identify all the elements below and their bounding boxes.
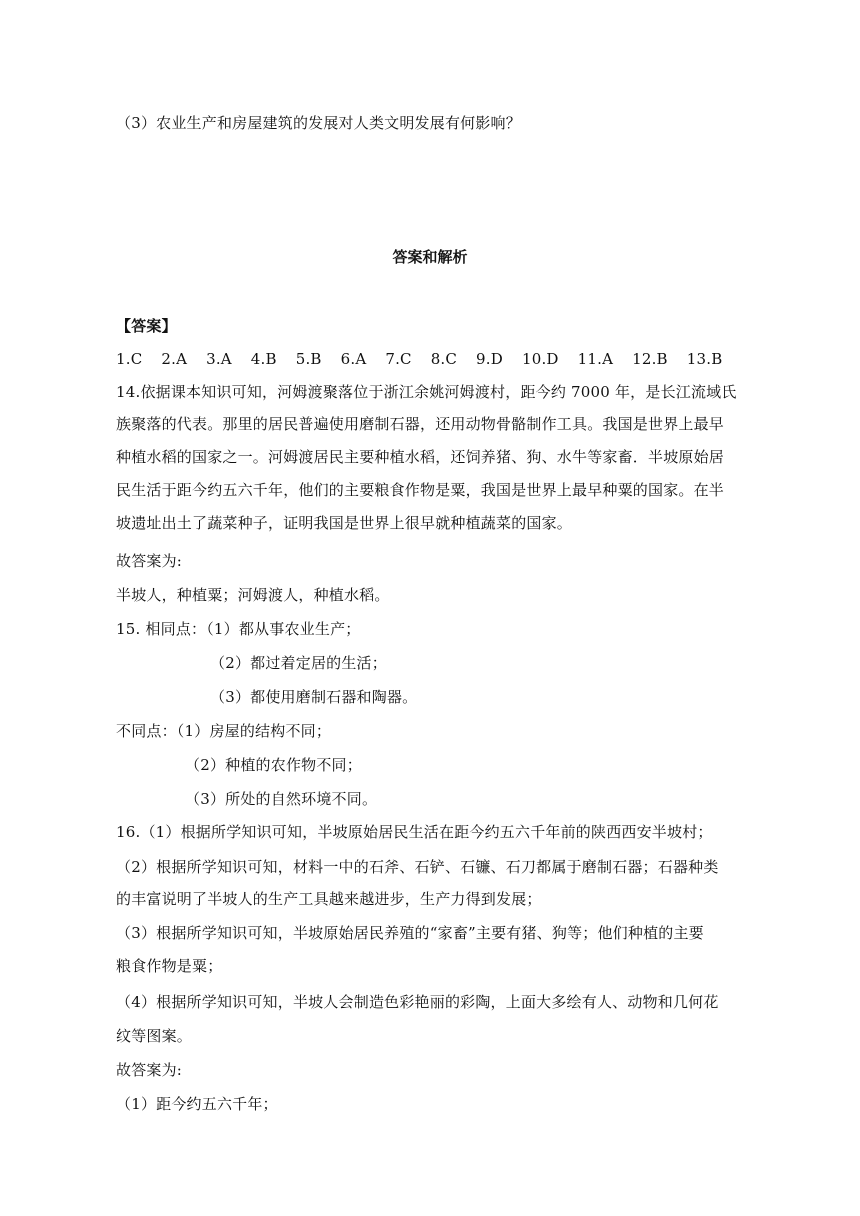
section-title: 答案和解析 — [392, 248, 468, 266]
q16-line: 的丰富说明了半坡人的生产工具越来越进步，生产力得到发展； — [116, 890, 542, 908]
q16-line: 纹等图案。 — [116, 1027, 193, 1045]
q15-diff-line: 不同点：（1）房屋的结构不同； — [116, 722, 332, 740]
mc-answer: 5.B — [295, 350, 322, 368]
mc-answer-row — [116, 348, 736, 370]
q15-same-line: （2）都过着定居的生活； — [210, 654, 387, 672]
q14-paragraph-line: 种植水稻的国家之一。河姆渡居民主要种植水稻，还饲养猪、狗、水牛等家畜．半坡原始居 — [116, 448, 725, 466]
q16-line: （3）根据所学知识可知，半坡原始居民养殖的“家畜”主要有猪、狗等；他们种植的主要 — [116, 924, 704, 942]
question-3-text: （3）农业生产和房屋建筑的发展对人类文明发展有何影响？ — [116, 114, 521, 132]
q15-diff-line: （2）种植的农作物不同； — [185, 756, 362, 774]
q16-answer-label: 故答案为: — [116, 1061, 183, 1079]
mc-answer: 13.B — [686, 350, 723, 368]
mc-answer: 2.A — [161, 350, 188, 368]
q16-line: （2）根据所学知识可知，材料一中的石斧、石铲、石镰、石刀都属于磨制石器；石器种类 — [116, 858, 719, 876]
q15-diff-line: （3）所处的自然环境不同。 — [185, 790, 378, 808]
q14-answer: 半坡人，种植粟；河姆渡人，种植水稻。 — [116, 586, 390, 604]
q16-line: 16.（1）根据所学知识可知，半坡原始居民生活在距今约五六千年前的陕西西安半坡村； — [116, 823, 713, 841]
q16-answer-1: （1）距今约五六千年； — [116, 1095, 278, 1113]
mc-answer: 3.A — [206, 350, 232, 368]
q16-line: （4）根据所学知识可知，半坡人会制造色彩艳丽的彩陶，上面大多绘有人、动物和几何花 — [116, 993, 719, 1011]
mc-answer: 8.C — [430, 350, 458, 368]
answer-heading: 【答案】 — [116, 317, 177, 335]
q14-paragraph-line: 14.依据课本知识可知，河姆渡聚落位于浙江余姚河姆渡村，距今约 7000 年，是长江流域氏 — [116, 383, 737, 401]
q14-paragraph-line: 坡遗址出土了蔬菜种子，证明我国是世界上很早就种植蔬菜的国家。 — [116, 514, 573, 532]
mc-answer: 9.D — [476, 350, 503, 368]
mc-answer: 1.C — [116, 350, 143, 368]
q15-same-line: （3）都使用磨制石器和陶器。 — [210, 688, 418, 706]
mc-answer: 12.B — [632, 350, 668, 368]
mc-answer: 6.A — [340, 350, 367, 368]
mc-answer: 7.C — [385, 350, 412, 368]
q14-answer-label: 故答案为: — [116, 552, 183, 570]
q16-line: 粮食作物是粟； — [116, 957, 223, 975]
mc-answer: 4.B — [250, 350, 277, 368]
q14-paragraph-line: 族聚落的代表。那里的居民普遍使用磨制石器，还用动物骨骼制作工具。我国是世界上最早 — [116, 415, 725, 433]
q14-paragraph-line: 民生活于距今约五六千年，他们的主要粮食作物是粟，我国是世界上最早种粟的国家。在半 — [116, 481, 725, 499]
mc-answer: 10.D — [521, 350, 559, 368]
mc-answer: 11.A — [577, 350, 614, 368]
q15-same-line: 15. 相同点：（1）都从事农业生产； — [116, 620, 361, 638]
